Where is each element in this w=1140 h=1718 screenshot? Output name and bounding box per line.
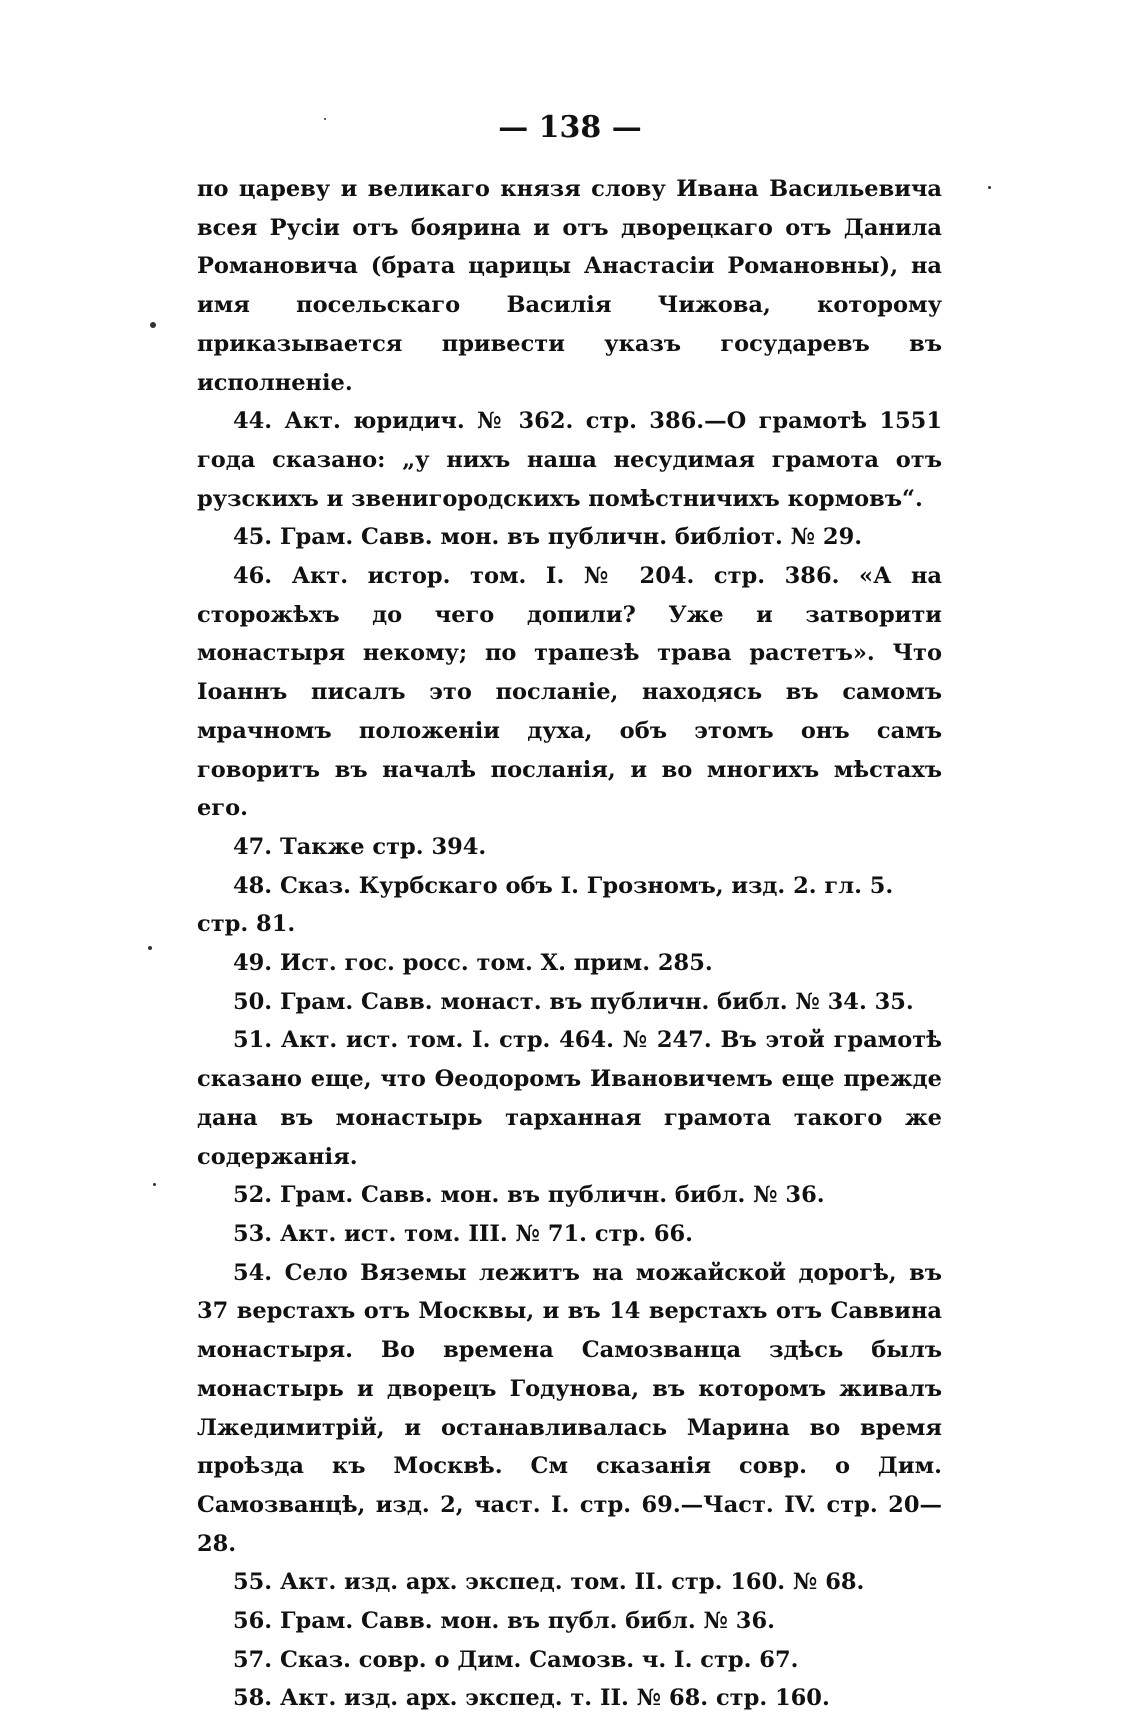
note-56: 56. Грам. Савв. мон. въ публ. библ. № 36.: [233, 1608, 775, 1635]
note-50: 50. Грам. Савв. монаст. въ публичн. библ. № 34. 35.: [233, 988, 914, 1015]
note-47: 47. Также стр. 394.: [233, 833, 487, 860]
note-49: 49. Ист. гос. росс. том. X. прим. 285.: [233, 950, 713, 977]
note-46: 46. Акт. истор. том. I. № 204. стр. 386. «А на сторожѣхъ до чего допили? Уже и затворити монастыря некому; по трапезѣ трава растетъ». Что Іоаннъ писалъ это посланіе, находясь въ самомъ мрачномъ положеніи духа, объ этомъ онъ самъ говоритъ въ началѣ посланія, и во многихъ мѣстахъ его.: [197, 563, 942, 822]
note-54: 54. Село Вяземы лежитъ на можайской дорогѣ, въ 37 верстахъ отъ Москвы, и въ 14 верстахъ отъ Саввина монастыря. Во времена Самозванца здѣсь былъ монастырь и дворецъ Годунова, въ которомъ живалъ Лжедимитрій, и останавливалась Марина во время проѣзда къ Москвѣ. См сказанія совр. о Дим. Самозванцѣ, изд. 2, част. I. стр. 69.—Част. IV. стр. 20—28.: [197, 1259, 942, 1557]
note-52: 52. Грам. Савв. мон. въ публичн. библ. № 36.: [233, 1182, 825, 1209]
speck: [150, 322, 156, 328]
speck: [988, 186, 991, 189]
continued-note-paragraph: по цареву и великаго князя слову Ивана Васильевича всея Русіи отъ боярина и отъ дворецкаго отъ Данила Романовича (брата царицы Анастасіи Романовны), на имя посельскаго Василія Чижова, которому приказывается привести указъ государевъ въ исполненіе.: [197, 176, 942, 396]
note-53: 53. Акт. ист. том. III. № 71. стр. 66.: [233, 1220, 694, 1247]
note-51: 51. Акт. ист. том. I. стр. 464. № 247. Въ этой грамотѣ сказано еще, что Ѳеодоромъ Ивановичемъ еще прежде дана въ монастырь тарханная грамота такого же содержанія.: [197, 1027, 942, 1170]
note-44: 44. Акт. юридич. № 362. стр. 386.—О грамотѣ 1551 года сказано: „у нихъ наша несудимая грамота отъ рузскихъ и звенигородскихъ помѣстничихъ кормовъ“.: [197, 408, 942, 512]
notes-text: [197, 170, 942, 1718]
speck: [324, 118, 326, 120]
page-number: — 138 —: [498, 110, 642, 145]
speck: [153, 1183, 156, 1186]
note-45: 45. Грам. Савв. мон. въ публичн. библіот. № 29.: [233, 524, 863, 551]
note-58: 58. Акт. изд. арх. экспед. т. II. № 68. стр. 160.: [233, 1685, 830, 1712]
note-57: 57. Сказ. совр. о Дим. Самозв. ч. I. стр. 67.: [233, 1646, 799, 1673]
note-55: 55. Акт. изд. арх. экспед. том. II. стр. 160. № 68.: [233, 1569, 865, 1596]
note-48: 48. Сказ. Курбскаго объ I. Грозномъ, изд. 2. гл. 5. стр. 81.: [197, 872, 894, 938]
speck: [148, 946, 152, 950]
